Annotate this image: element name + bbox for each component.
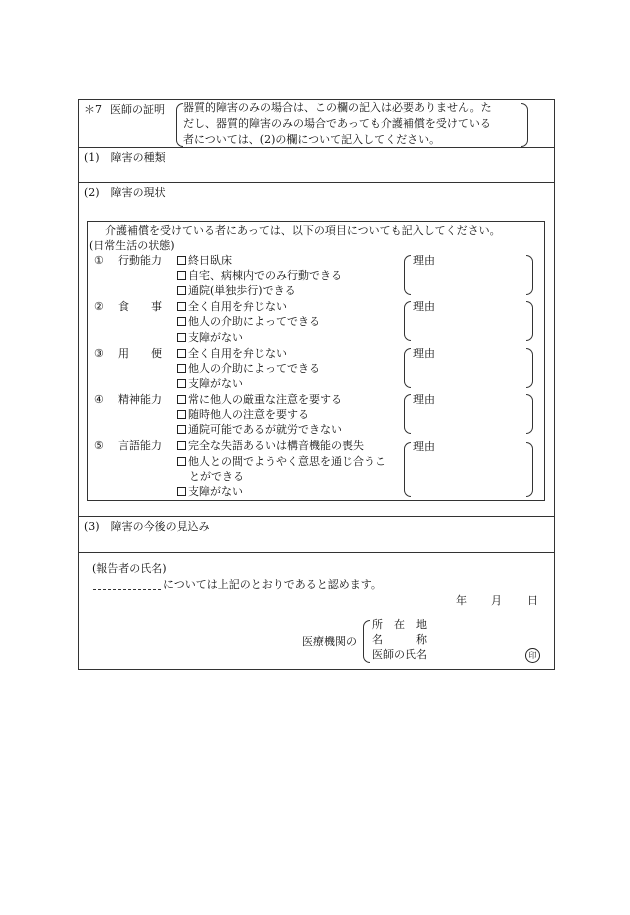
checkbox-icon: [177, 379, 186, 388]
reason-bracket-left: [404, 442, 411, 497]
checkbox-icon: [177, 349, 186, 358]
certification-statement: については上記のとおりであると認めます。: [163, 578, 382, 591]
checkbox-icon: [177, 441, 186, 450]
checkbox-icon: [177, 395, 186, 404]
institution-bracket: [363, 620, 370, 663]
year-label: 年: [456, 594, 467, 607]
reason-label: 理由: [413, 254, 435, 267]
checkbox-icon: [177, 317, 186, 326]
reason-bracket-left: [404, 255, 411, 295]
item-name: 用 便: [118, 347, 162, 360]
checkbox-icon: [177, 457, 186, 466]
reason-bracket-right: [526, 255, 533, 295]
note-line-2: だし、器質的障害のみの場合であっても介護補償を受けている: [183, 117, 491, 130]
injury-status-label: (2) 障害の現状: [84, 186, 166, 199]
checkbox-icon: [177, 425, 186, 434]
item-number: ③: [94, 347, 104, 360]
option-checkbox[interactable]: 随時他人の注意を要する: [177, 407, 309, 423]
reason-bracket-left: [404, 348, 411, 388]
injury-type-label: (1) 障害の種類: [84, 151, 166, 164]
option-checkbox[interactable]: 通院(単独歩行)できる: [177, 283, 296, 299]
checkbox-icon: [177, 487, 186, 496]
option-checkbox[interactable]: 全く自用を弁じない: [177, 299, 287, 315]
checkbox-icon: [177, 364, 186, 373]
option-checkbox[interactable]: 全く自用を弁じない: [177, 346, 287, 362]
doctor-name-label: 医師の氏名: [372, 648, 427, 661]
option-checkbox[interactable]: 支障がない: [177, 484, 243, 500]
checkbox-icon: [177, 333, 186, 342]
item-name: 行動能力: [118, 254, 162, 267]
reason-label: 理由: [413, 347, 435, 360]
institution-label: 医療機関の: [302, 635, 357, 648]
reason-bracket-right: [526, 301, 533, 341]
reason-bracket-right: [526, 442, 533, 497]
item-number: ⑤: [94, 439, 104, 452]
note-line-1: 器質的障害のみの場合は、この欄の記入は必要ありません。た: [183, 101, 492, 114]
option-checkbox[interactable]: 他人の介助によってできる: [177, 314, 320, 330]
item-number: ＊7: [84, 103, 102, 116]
reason-bracket-left: [404, 394, 411, 434]
reporter-name-field[interactable]: [93, 589, 161, 590]
checkbox-icon: [177, 410, 186, 419]
outlook-label: (3) 障害の今後の見込み: [84, 520, 210, 533]
item-number: ①: [94, 254, 104, 267]
care-instruction: 介護補償を受けている者にあっては、以下の項目についても記入してください。: [105, 224, 501, 237]
item-name: 精神能力: [118, 393, 162, 406]
divider: [78, 552, 555, 553]
checkbox-icon: [177, 302, 186, 311]
option-checkbox[interactable]: 他人の介助によってできる: [177, 361, 320, 377]
reason-bracket-right: [526, 348, 533, 388]
reason-label: 理由: [413, 300, 435, 313]
divider: [78, 147, 555, 148]
item-name: 食 事: [118, 300, 162, 313]
option-checkbox[interactable]: 通院可能であるが就労できない: [177, 422, 342, 438]
address-label: 所 在 地: [372, 618, 427, 631]
item-name: 言語能力: [118, 439, 162, 452]
day-label: 日: [527, 594, 538, 607]
note-bracket-right: [521, 103, 528, 147]
seal-mark: 印: [525, 648, 540, 663]
option-checkbox[interactable]: 終日臥床: [177, 253, 232, 269]
note-bracket-left: [176, 103, 183, 147]
month-label: 月: [491, 594, 502, 607]
option-checkbox[interactable]: 完全な失語あるいは構音機能の喪失: [177, 438, 364, 454]
reason-bracket-right: [526, 394, 533, 434]
institution-name-label: 名 称: [372, 633, 427, 646]
option-checkbox[interactable]: 支障がない: [177, 330, 243, 346]
note-line-3: 者については、(2)の欄について記入してください。: [183, 133, 441, 146]
item-number: ②: [94, 300, 104, 313]
option-continuation: とができる: [189, 470, 244, 483]
divider: [78, 516, 555, 517]
reason-label: 理由: [413, 440, 435, 453]
checkbox-icon: [177, 256, 186, 265]
section-title: 医師の証明: [110, 103, 165, 116]
divider: [78, 182, 555, 183]
reporter-name-label: (報告者の氏名): [92, 562, 167, 575]
reason-label: 理由: [413, 393, 435, 406]
option-checkbox[interactable]: 自宅、病棟内でのみ行動できる: [177, 268, 342, 284]
reason-bracket-left: [404, 301, 411, 341]
option-checkbox[interactable]: 他人との間でようやく意思を通じ合うこ: [177, 454, 386, 470]
daily-life-label: (日常生活の状態): [89, 239, 175, 252]
option-checkbox[interactable]: 支障がない: [177, 376, 243, 392]
checkbox-icon: [177, 271, 186, 280]
item-number: ④: [94, 393, 104, 406]
option-checkbox[interactable]: 常に他人の厳重な注意を要する: [177, 392, 342, 408]
checkbox-icon: [177, 286, 186, 295]
